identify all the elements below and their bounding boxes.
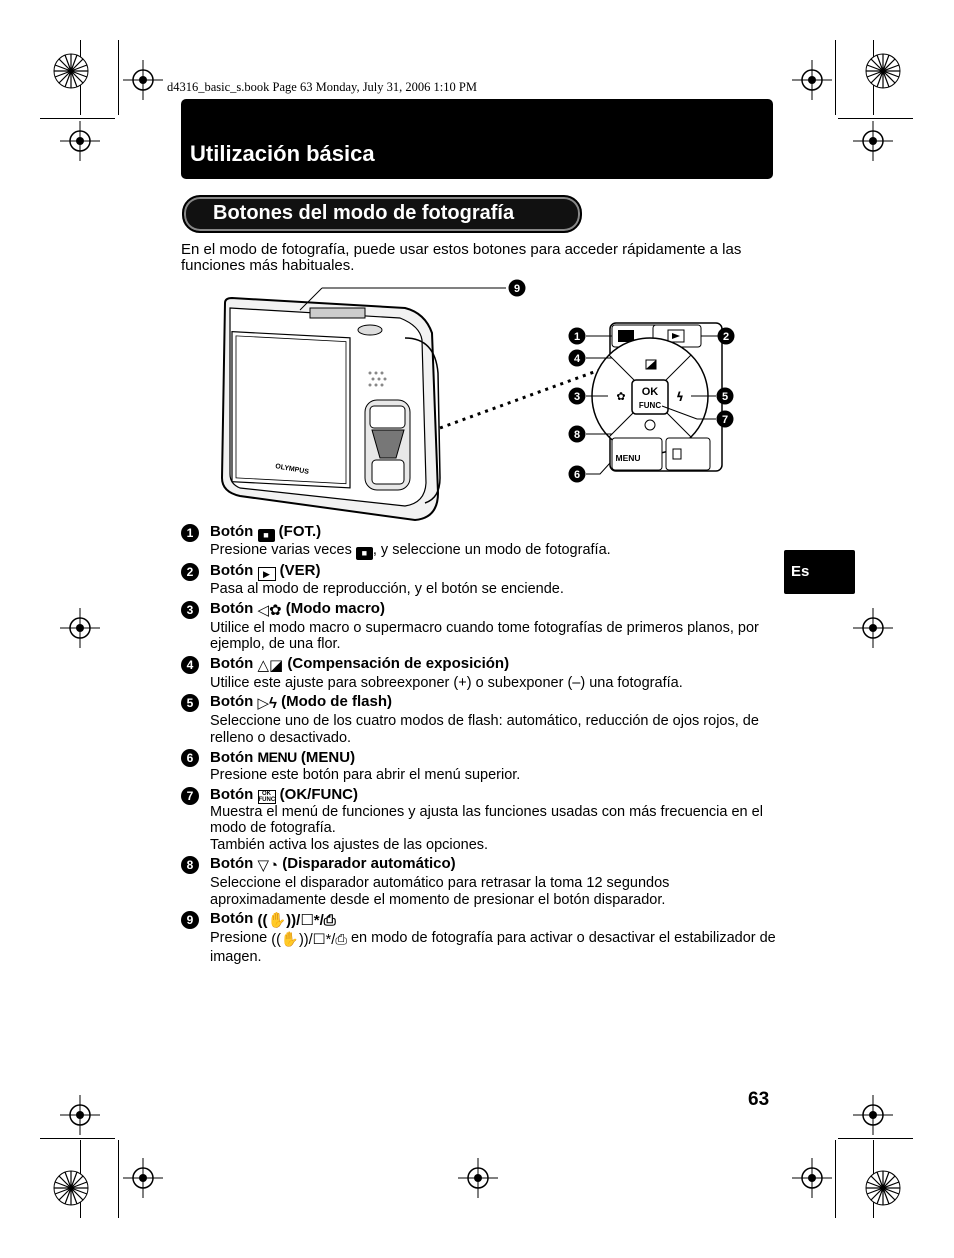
callout-9: 9	[513, 283, 521, 295]
callout-3: 3	[573, 391, 581, 403]
subsection-title: Botones del modo de fotografía	[213, 202, 515, 224]
stabilizer-icon: ((✋))/☐*/⎙	[257, 912, 336, 929]
item-number: 4	[181, 656, 199, 674]
item-number: 9	[181, 911, 199, 929]
callout-7: 7	[721, 414, 729, 426]
file-header: d4316_basic_s.book Page 63 Monday, July 31, 2006 1:10 PM	[167, 80, 477, 94]
item-macro-button: 3 Botón ◁✿ (Modo macro) Utilice el modo macro o supermacro cuando tome fotografías de primeros planos, por ejemplo, de una flor.	[181, 600, 781, 653]
item-number: 8	[181, 856, 199, 874]
item-playback-button: 2 Botón ▶ (VER) Pasa al modo de reproducción, y el botón se enciende.	[181, 562, 781, 598]
section-title-bar	[181, 99, 773, 179]
callout-1: 1	[573, 331, 581, 343]
item-number: 1	[181, 524, 199, 542]
func-label: FUNC	[638, 401, 662, 410]
button-descriptions	[181, 523, 781, 967]
item-flash-button: 5 Botón ▷ϟ (Modo de flash) Seleccione uno de los cuatro modos de flash: automático, reducción de ojos rojos, de relleno o desactivado.	[181, 693, 781, 746]
section-title: Utilización básica	[190, 141, 375, 166]
ok-func-icon: OK FUNC	[258, 790, 276, 803]
left-macro-icon: ◁✿	[257, 601, 282, 619]
item-menu-button: 6 Botón MENU (MENU) Presione este botón para abrir el menú superior.	[181, 748, 781, 784]
subsection-pill	[182, 195, 582, 233]
ok-label: OK	[641, 386, 659, 398]
callout-5: 5	[721, 391, 729, 403]
button-pad	[592, 323, 722, 471]
camera-brand: OLYMPUS	[274, 463, 310, 476]
down-self-timer-icon: ▽◔	[257, 857, 279, 874]
right-flash-icon: ▷ϟ	[257, 695, 277, 712]
item-self-timer-button: 8 Botón ▽◔ (Disparador automático) Seleccione el disparador automático para retrasar la toma 12 segundos aproximadamente desde el momento de presionar el botón disparador.	[181, 855, 781, 908]
camera-figure	[200, 278, 760, 528]
camera-illustration	[222, 298, 440, 520]
item-ok-func-button: 7 Botón OK FUNC (OK/FUNC) Muestra el menú de funciones y ajusta las funciones usadas con más frecuencia en el modo de fotografía. También activa los ajustes de las opciones.	[181, 786, 781, 854]
item-number: 6	[181, 749, 199, 767]
item-exposure-button: 4 Botón △◪ (Compensación de exposición) Utilice este ajuste para sobreexponer (+) o subexponer (–) una fotografía.	[181, 655, 781, 692]
stabilizer-icon: ((✋))/☐*/⎙	[271, 932, 347, 948]
camera-icon: ■	[258, 529, 275, 542]
item-stabilizer-button: 9 Botón ((✋))/☐*/⎙ Presione ((✋))/☐*/⎙ en modo de fotografía para activar o desactivar el estabilizador de imagen.	[181, 910, 781, 965]
camera-icon: ■	[356, 547, 373, 560]
callout-2: 2	[722, 331, 730, 343]
svg-text:ϟ: ϟ	[676, 390, 684, 404]
item-number: 2	[181, 563, 199, 581]
up-exposure-icon: △◪	[257, 656, 284, 674]
play-icon: ▶	[258, 567, 276, 581]
item-number: 5	[181, 694, 199, 712]
menu-label: MENU	[615, 453, 641, 463]
item-number: 3	[181, 601, 199, 619]
language-tab: Es	[784, 550, 855, 594]
menu-icon: MENU	[257, 749, 297, 765]
callout-6: 6	[573, 469, 581, 481]
callout-4: 4	[573, 353, 581, 365]
svg-text:✿: ✿	[616, 390, 626, 403]
intro-paragraph: En el modo de fotografía, puede usar estos botones para acceder rápidamente a las funciones más habituales.	[181, 241, 742, 274]
callout-8: 8	[573, 429, 581, 441]
item-shooting-button: 1 Botón ■ (FOT.) Presione varias veces ■ , y seleccione un modo de fotografía.	[181, 523, 781, 560]
item-number: 7	[181, 787, 199, 805]
page-number: 63	[748, 1089, 770, 1110]
